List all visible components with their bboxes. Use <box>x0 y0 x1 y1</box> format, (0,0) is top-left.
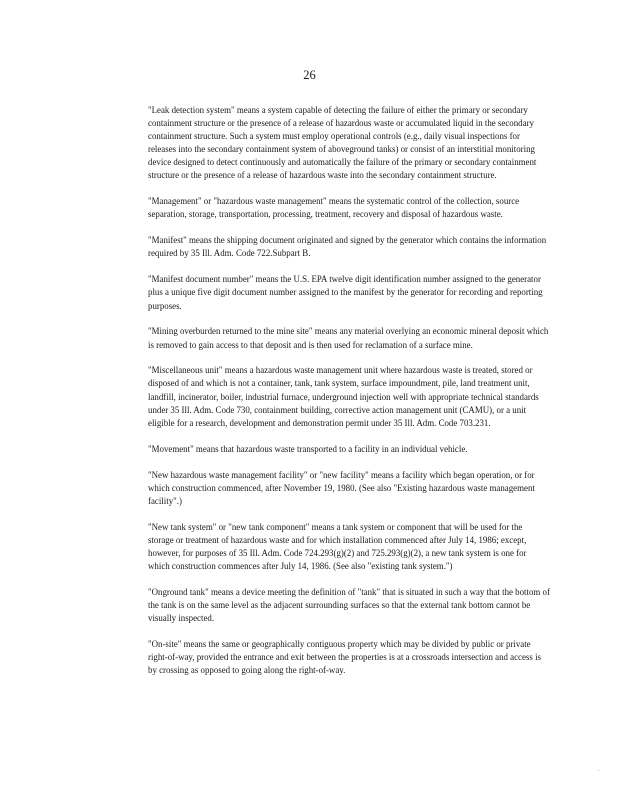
definition-movement: "Movement" means that hazardous waste transported to a facility in an individual vehicle. <box>148 443 468 454</box>
definition-on-site: "On-site" means the same or geographically contiguous property which may be divided by public or private right-of-way, provided the entrance and exit between the properties is at a crossroads intersection and access is by crossing as opposed to going along the right-of-way. <box>148 638 541 676</box>
definition-mining-overburden: "Mining overburden returned to the mine site" means any material overlying an economic mineral deposit which is removed to gain access to that deposit and is then used for reclamation of a surface mine. <box>148 326 549 350</box>
definition-manifest: "Manifest" means the shipping document originated and signed by the generator which contains the information required by 35 Ill. Adm. Code 722.Subpart B. <box>148 235 547 259</box>
definition-leak-detection-system: "Leak detection system" means a system capable of detecting the failure of either the primary or secondary containment structure or the presence of a release of hazardous waste or accumulated liquid in the secondary containment structure. Such a system must employ operational controls (e.g., daily visual inspections for releases into the secondary containment system of aboveground tanks) or consist of an interstitial monitoring device designed to detect continuously and automatically the failure of the primary or secondary containment structure or the presence of a release of hazardous waste into the secondary containment structure. <box>148 105 537 181</box>
definition-new-tank-system: "New tank system" or "new tank component" means a tank system or component that will be used for the storage or treatment of hazardous waste and for which installation commenced after July 14, 1986; except, however, for purposes of 35 Ill. Adm. Code 724.293(g)(2) and 725.293(g)(2), a new tank system is one for which construction commences after July 14, 1986. (See also "existing tank system.") <box>148 521 527 571</box>
stray-mark: . <box>598 767 600 773</box>
definitions-body <box>148 104 550 690</box>
page-number: 26 <box>303 68 316 82</box>
definition-management: "Management" or "hazardous waste management" means the systematic control of the collection, source separation, storage, transportation, processing, treatment, recovery and disposal of hazardous waste. <box>148 196 520 220</box>
definition-manifest-document-number: "Manifest document number" means the U.S. EPA twelve digit identification number assigned to the generator plus a unique five digit document number assigned to the manifest by the generator for recording and reporting purposes. <box>148 274 543 311</box>
definition-onground-tank: "Onground tank" means a device meeting the definition of "tank" that is situated in such a way that the bottom of the tank is on the same level as the adjacent surrounding surfaces so that the external tank bottom cannot be visually inspected. <box>148 586 550 623</box>
definition-new-facility: "New hazardous waste management facility" or "new facility" means a facility which began operation, or for which construction commenced, after November 19, 1980. (See also "Existing hazardous waste management facility".) <box>148 469 535 506</box>
definition-miscellaneous-unit: "Miscellaneous unit" means a hazardous waste management unit where hazardous waste is treated, stored or disposed of and which is not a container, tank, tank system, surface impoundment, pile, land treatment unit, landfill, incinerator, boiler, industrial furnace, underground injection well with appropriate technical standards under 35 Ill. Adm. Code 730, containment building, corrective action management unit (CAMU), or a unit eligible for a research, development and demonstration permit under 35 Ill. Adm. Code 703.231. <box>148 365 539 428</box>
